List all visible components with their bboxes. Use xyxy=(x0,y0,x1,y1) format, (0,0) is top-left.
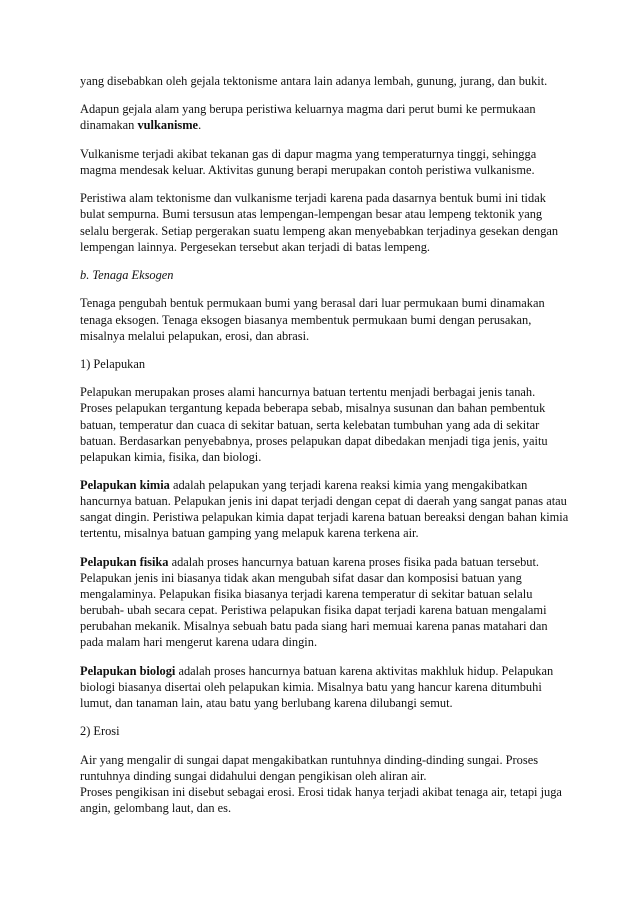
heading-erosi: 2) Erosi xyxy=(80,724,120,739)
heading-tenaga-eksogen xyxy=(80,267,570,283)
paragraph-pelapukan: Pelapukan merupakan proses alami hancurnya batuan tertentu menjadi berbagai jenis tanah. Proses pelapukan tergantung kepada beberapa sebab, misalnya susunan dan bahan pembentuk batuan, temperatur dan cuaca di sekitar batuan, serta kelebatan tumbuhan yang ada di sekitar batuan. Berdasarkan penyebabnya, proses pelapukan dapat dibedakan menjadi tiga jenis, yaitu pelapukan kimia, fisika, dan biologi. xyxy=(80,385,548,464)
paragraph-text: adalah proses hancurnya batuan karena proses fisika pada batuan tersebut. Pelapukan jenis ini biasanya tidak akan mengubah sifat dasar dan komposisi batuan yang mengalaminya. Pelapukan fisika biasanya terjadi karena temperatur di sekitar batuan selalu berubah- ubah secara cepat. Peristiwa pelapukan fisika dapat terjadi karena batuan mengalami perubahan mekanik. Misalnya sebuah batu pada siang hari memuai karena panas matahari dan pada malam hari mengerut karena udara dingin. xyxy=(80,554,548,650)
paragraph-tektonisme-end: yang disebabkan oleh gejala tektonisme antara lain adanya lembah, gunung, jurang, dan bukit. xyxy=(80,74,548,88)
paragraph-text: Adapun gejala alam yang berupa peristiwa keluarnya magma dari perut bumi ke permukaan dinamakan xyxy=(80,102,536,133)
bold-term-vulkanisme: vulkanisme xyxy=(137,118,199,133)
paragraph-text: adalah pelapukan yang terjadi karena reaksi kimia yang mengakibatkan hancurnya batuan. Pelapukan jenis ini dapat terjadi dengan cepat di daerah yang sangat panas atau sangat dingin. Peristiwa pelapukan kimia dapat terjadi karena batuan bereaksi dengan bahan kimia tertentu, misalnya batuan gamping yang melapuk karena terkena air. xyxy=(80,478,569,541)
paragraph-pelapukan-kimia xyxy=(80,477,570,541)
paragraph-erosi xyxy=(80,752,570,816)
paragraph-line: Proses pengikisan ini disebut sebagai erosi. Erosi tidak hanya terjadi akibat tenaga air, tetapi juga angin, gelombang laut, dan es. xyxy=(80,784,562,815)
paragraph-pelapukan-biologi xyxy=(80,663,570,711)
bold-term-pelapukan-fisika: Pelapukan fisika xyxy=(80,554,169,569)
paragraph-line: Air yang mengalir di sungai dapat mengakibatkan runtuhnya dinding-dinding sungai. Proses runtuhnya dinding sungai didahului dengan pengikisan oleh aliran air. xyxy=(80,752,539,783)
paragraph-punctuation: . xyxy=(198,118,202,133)
heading-text: b. Tenaga Eksogen xyxy=(80,268,174,283)
paragraph-pelapukan-fisika xyxy=(80,554,570,651)
bold-term-pelapukan-kimia: Pelapukan kimia xyxy=(80,478,170,493)
heading-pelapukan: 1) Pelapukan xyxy=(80,357,146,371)
paragraph-lempeng: Peristiwa alam tektonisme dan vulkanisme terjadi karena pada dasarnya bentuk bumi ini tidak bulat sempurna. Bumi tersusun atas lempengan-lempengan besar atau lempeng tektonik yang selalu bergerak. Setiap pergerakan suatu lempeng akan menyebabkan terjadinya gesekan dengan lempengan lainnya. Pergesekan tersebut akan terjadi di batas lempeng. xyxy=(80,191,559,254)
bold-term-pelapukan-biologi: Pelapukan biologi xyxy=(80,663,176,678)
paragraph-eksogen: Tenaga pengubah bentuk permukaan bumi yang berasal dari luar permukaan bumi dinamakan tenaga eksogen. Tenaga eksogen biasanya membentuk permukaan bumi dengan perusakan, misalnya melalui pelapukan, erosi, dan abrasi. xyxy=(80,296,545,343)
document-page xyxy=(80,73,570,828)
paragraph-text: adalah proses hancurnya batuan karena aktivitas makhluk hidup. Pelapukan biologi biasanya disertai oleh pelapukan kimia. Misalnya batu yang hancur karena ditumbuhi lumut, dan tanaman lain, atau batu yang berlubang karena dilubangi semut. xyxy=(80,663,554,710)
paragraph-vulkanisme-cause: Vulkanisme terjadi akibat tekanan gas di dapur magma yang temperaturnya tinggi, sehingga magma mendesak keluar. Aktivitas gunung berapi merupakan contoh peristiwa vulkanisme. xyxy=(80,146,537,177)
paragraph-vulkanisme-definition xyxy=(80,101,570,133)
